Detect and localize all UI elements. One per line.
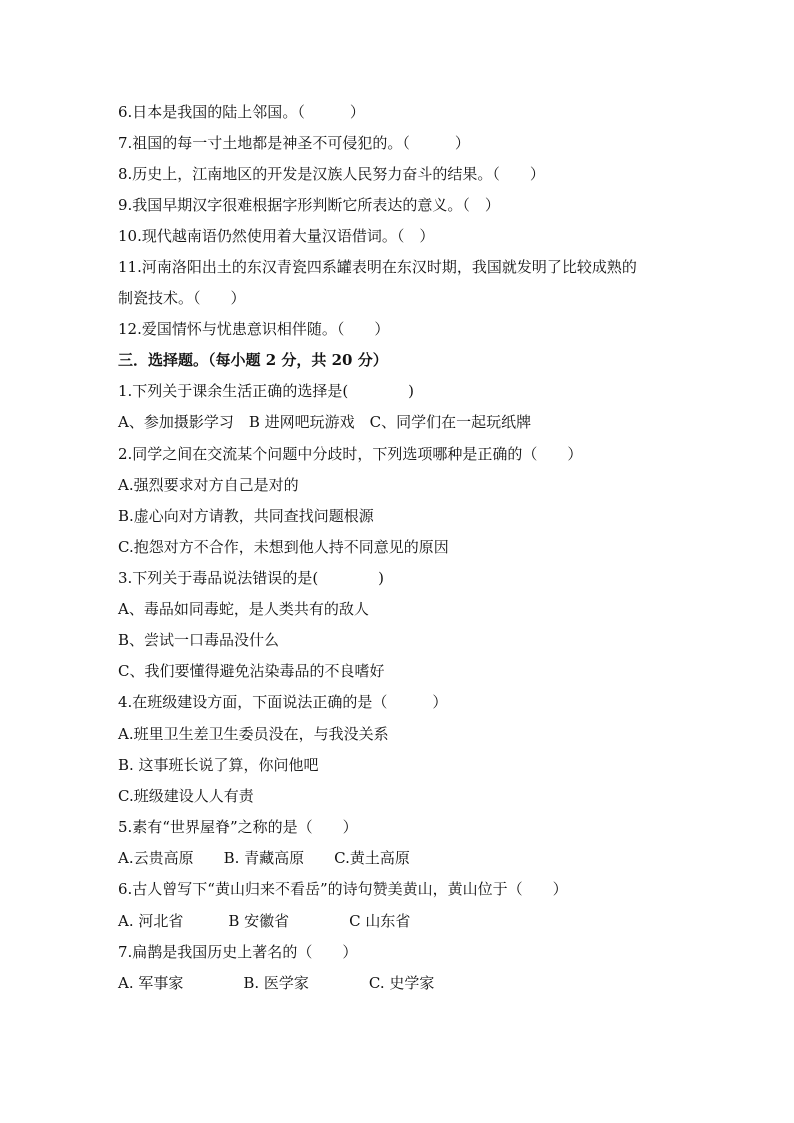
mc-option-4a: A.班里卫生差卫生委员没在，与我没关系 [118, 725, 389, 743]
tf-question-7: 7.祖国的每一寸土地都是神圣不可侵犯的。（ ） [118, 134, 470, 152]
mc-option-3c: C、我们要懂得避免沾染毒品的不良嗜好 [118, 662, 385, 680]
mc-options-1: A、参加摄影学习 B 进网吧玩游戏 C、同学们在一起玩纸牌 [118, 413, 532, 431]
mc-option-4b: B. 这事班长说了算，你问他吧 [118, 756, 319, 774]
mc-option-3a: A、毒品如同毒蛇，是人类共有的敌人 [118, 600, 369, 618]
mc-options-5: A.云贵高原 B. 青藏高原 C.黄土高原 [118, 849, 410, 867]
mc-option-2c: C.抱怨对方不合作，未想到他人持不同意见的原因 [118, 538, 449, 556]
mc-options-6: A. 河北省 B 安徽省 C 山东省 [118, 912, 411, 930]
mc-option-2a: A.强烈要求对方自己是对的 [118, 476, 299, 494]
tf-question-10: 10.现代越南语仍然使用着大量汉语借词。（ ） [118, 227, 435, 245]
tf-question-11: 11.河南洛阳出土的东汉青瓷四系罐表明在东汉时期，我国就发明了比较成熟的 [118, 258, 637, 276]
tf-question-6: 6.日本是我国的陆上邻国。（ ） [118, 103, 365, 121]
mc-question-5: 5.素有“世界屋脊”之称的是（ ） [118, 818, 358, 836]
tf-question-8: 8.历史上，江南地区的开发是汉族人民努力奋斗的结果。（ ） [118, 165, 545, 183]
tf-question-9: 9.我国早期汉字很难根据字形判断它所表达的意义。（ ） [118, 196, 500, 214]
mc-question-3: 3.下列关于毒品说法错误的是( ) [118, 569, 385, 587]
section-3-title: 三．选择题。（每小题 2 分，共 20 分） [118, 351, 388, 369]
mc-question-6: 6.古人曾写下“黄山归来不看岳”的诗句赞美黄山，黄山位于（ ） [118, 880, 568, 898]
mc-question-7: 7.扁鹊是我国历史上著名的（ ） [118, 943, 358, 961]
mc-question-2: 2.同学之间在交流某个问题中分歧时，下列选项哪种是正确的（ ） [118, 445, 583, 463]
mc-option-3b: B、尝试一口毒品没什么 [118, 631, 280, 649]
mc-question-4: 4.在班级建设方面，下面说法正确的是（ ） [118, 693, 448, 711]
tf-question-11-cont: 制瓷技术。（ ） [118, 289, 246, 307]
mc-question-1: 1.下列关于课余生活正确的选择是( ) [118, 382, 415, 400]
mc-option-4c: C.班级建设人人有责 [118, 787, 254, 805]
mc-options-7: A. 军事家 B. 医学家 C. 史学家 [118, 974, 435, 992]
mc-option-2b: B.虚心向对方请教，共同查找问题根源 [118, 507, 374, 525]
tf-question-12: 12.爱国情怀与忧患意识相伴随。（ ） [118, 320, 390, 338]
